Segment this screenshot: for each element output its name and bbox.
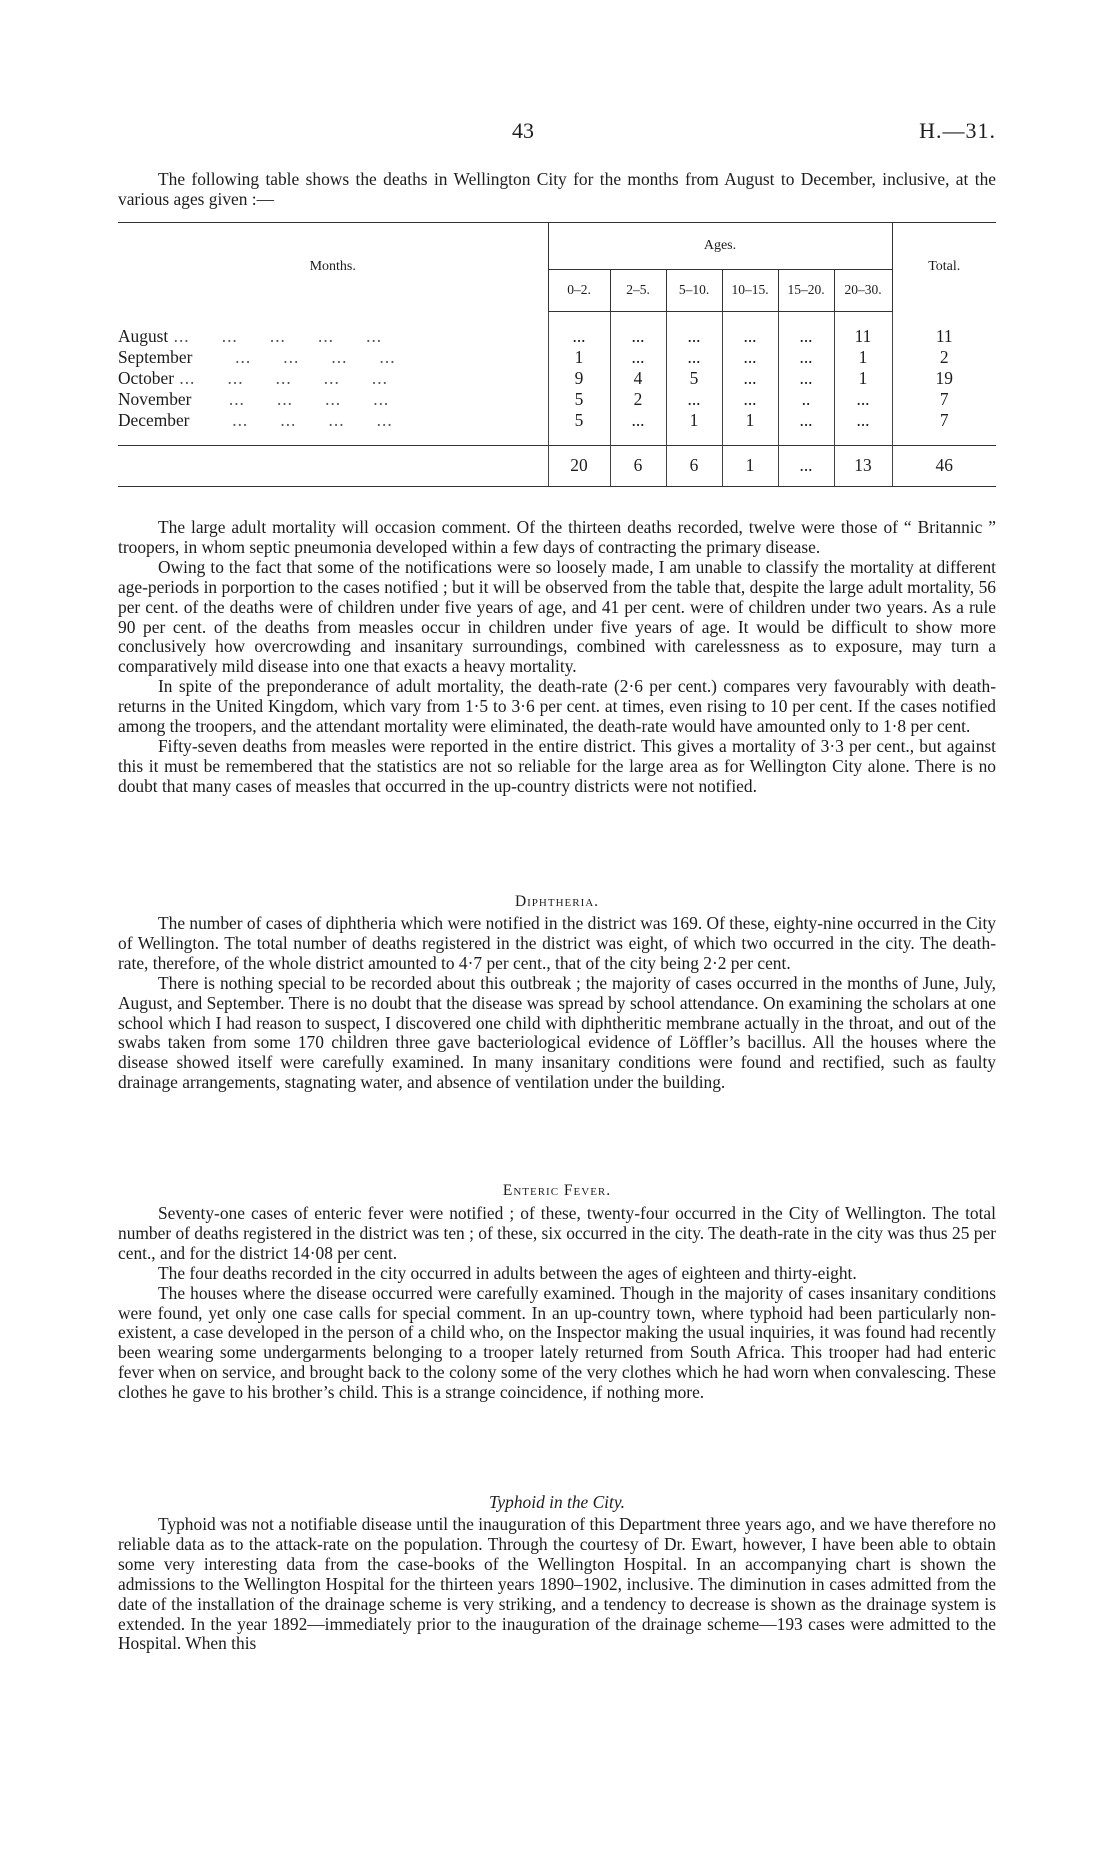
column-total: ... bbox=[778, 445, 834, 486]
table-cell: ... bbox=[666, 389, 722, 410]
series-reference: H.—31. bbox=[919, 118, 996, 143]
table-row: December ... ... ... ... 5 ... 1 1 ... ... 7 bbox=[118, 410, 996, 431]
paragraph: Seventy-one cases of enteric fever were notified ; of these, twenty-four occurred in the City of Wellington. The total number of deaths registered in the district was ten ; of these, six occurred in the city. The death-rate in the city was thus 25 per cent., and for the district 14·08 per cent. bbox=[118, 1203, 996, 1263]
totals-row bbox=[118, 445, 996, 486]
table-cell: 1 bbox=[548, 347, 610, 368]
table-cell: ... bbox=[610, 347, 666, 368]
table-cell: ... bbox=[666, 326, 722, 347]
table-cell: ... bbox=[722, 326, 778, 347]
month-label: December bbox=[118, 409, 190, 430]
table-cell: ... bbox=[778, 368, 834, 389]
age-group-header: 2–5. bbox=[610, 270, 666, 311]
paragraph: Typhoid was not a notifiable disease until the inauguration of this Department three years ago, and we have therefore no reliable data as to the attack-rate on the population. Through the courtesy of Dr. Ewart, however, I have been able to obtain some very interesting data from the case-books of the Wellington Hospital. In an accompanying chart is shown the admissions to the Wellington Hospital for the thirteen years 1890–1902, inclusive. The diminution in cases admitted from the date of the installation of the drainage scheme is very striking, and a tendency to decrease is shown as the drainage system is extended. In the year 1892—immediately prior to the inauguration of the drainage scheme—193 cases were admitted to the Hospital. When this bbox=[118, 1514, 996, 1654]
deaths-table-wrapper bbox=[118, 222, 996, 487]
page-header bbox=[0, 118, 1114, 148]
section-heading-diphtheria: Diphtheria. bbox=[514, 893, 600, 910]
table-cell: 5 bbox=[548, 389, 610, 410]
table-cell: 2 bbox=[610, 389, 666, 410]
month-label: November bbox=[118, 388, 192, 409]
paragraph: The large adult mortality will occasion comment. Of the thirteen deaths recorded, twelve were those of “ Britannic ” troopers, in whom septic pneumonia developed within a few days of contracting the primary disease. bbox=[118, 517, 996, 557]
age-group-header: 15–20. bbox=[778, 270, 834, 311]
typhoid-section bbox=[118, 1515, 996, 1654]
table-cell: 1 bbox=[834, 368, 892, 389]
column-total: 20 bbox=[548, 445, 610, 486]
row-total: 19 bbox=[892, 368, 996, 389]
grand-total: 46 bbox=[892, 445, 996, 486]
table-intro bbox=[118, 170, 996, 210]
age-group-header: 20–30. bbox=[834, 270, 892, 311]
table-cell: 1 bbox=[722, 410, 778, 431]
table-cell: 1 bbox=[834, 347, 892, 368]
table-cell: ... bbox=[778, 410, 834, 431]
diphtheria-section bbox=[118, 914, 996, 1093]
table-cell: ... bbox=[548, 326, 610, 347]
row-total: 7 bbox=[892, 389, 996, 410]
age-group-header: 0–2. bbox=[548, 270, 610, 311]
section-heading-enteric-fever: Enteric Fever. bbox=[502, 1182, 612, 1199]
table-cell: 1 bbox=[666, 410, 722, 431]
column-total: 6 bbox=[610, 445, 666, 486]
table-cell: ... bbox=[610, 410, 666, 431]
table-cell: 11 bbox=[834, 326, 892, 347]
table-cell: ... bbox=[666, 347, 722, 368]
row-total: 7 bbox=[892, 410, 996, 431]
table-row: September ... ... ... ... 1 ... ... ... ... 1 2 bbox=[118, 347, 996, 368]
column-total: 6 bbox=[666, 445, 722, 486]
intro-paragraph: The following table shows the deaths in Wellington City for the months from August to December, inclusive, at the various ages given :— bbox=[118, 169, 996, 209]
age-group-header: 10–15. bbox=[722, 270, 778, 311]
table-cell: ... bbox=[834, 410, 892, 431]
page-number: 43 bbox=[512, 118, 534, 143]
paragraph: The houses where the disease occurred were carefully examined. Though in the majority of cases insanitary conditions were found, yet only one case calls for special comment. In an up-country town, where typhoid had been particularly non-existent, a case developed in the person of a child who, on the Inspector making the usual inquiries, it was found had recently been wearing some undergarments belonging to a trooper lately returned from South Africa. This trooper had had enteric fever when on service, and brought back to the colony some of the very clothes which he had worn when convalescing. These clothes he gave to his brother’s child. This is a strange coincidence, if nothing more. bbox=[118, 1282, 996, 1403]
paragraph: There is nothing special to be recorded about this outbreak ; the majority of cases occurred in the months of June, July, August, and September. There is no doubt that the disease was spread by school attendance. On examining the scholars at one school which I had reason to suspect, I discovered one child with diphtheritic membrane actually in the throat, and out of the swabs taken from some 170 children three gave bacteriological evidence of Löffler’s bacillus. All the houses where the disease showed itself were carefully examined. In many insanitary conditions were found and rectified, such as faulty drainage arrangements, stagnating water, and absence of ventilation under the building. bbox=[118, 972, 996, 1093]
table-cell: ... bbox=[610, 326, 666, 347]
table-row: November ... ... ... ... 5 2 ... ... .. ... 7 bbox=[118, 389, 996, 410]
deaths-table bbox=[118, 222, 996, 487]
month-label: August bbox=[118, 325, 169, 346]
month-label: October bbox=[118, 367, 175, 388]
table-cell: ... bbox=[834, 389, 892, 410]
paragraph: In spite of the preponderance of adult mortality, the death-rate (2·6 per cent.) compares very favourably with death-returns in the United Kingdom, which vary from 1·5 to 3·6 per cent. at times, even rising to 10 per cent. If the cases notified among the troopers, and the attendant mortality were eliminated, the death-rate would have amounted only to 1·8 per cent. bbox=[118, 676, 996, 737]
table-cell: .. bbox=[778, 389, 834, 410]
month-label: September bbox=[118, 346, 193, 367]
enteric-fever-section bbox=[118, 1204, 996, 1403]
table-cell: ... bbox=[778, 326, 834, 347]
paragraph: The number of cases of diphtheria which were notified in the district was 169. Of these, eighty-nine occurred in the City of Wellington. The total number of deaths registered in the district was eight, of which two occurred in the city. The death-rate, therefore, of the whole district amounted to 4·7 per cent., that of the city being 2·2 per cent. bbox=[118, 913, 996, 973]
row-total: 2 bbox=[892, 347, 996, 368]
section-heading-typhoid-in-city: Typhoid in the City. bbox=[489, 1492, 625, 1512]
months-header: Months. bbox=[309, 259, 356, 274]
total-header: Total. bbox=[892, 223, 996, 312]
table-cell: ... bbox=[722, 368, 778, 389]
table-cell: ... bbox=[722, 389, 778, 410]
row-total: 11 bbox=[892, 326, 996, 347]
table-cell: 9 bbox=[548, 368, 610, 389]
table-cell: 4 bbox=[610, 368, 666, 389]
ages-header: Ages. bbox=[548, 223, 892, 270]
paragraph: Fifty-seven deaths from measles were reported in the entire district. This gives a mortality of 3·3 per cent., but against this it must be remembered that the statistics are not so reliable for the large area as for Wellington City alone. There is no doubt that many cases of measles that occurred in the up-country districts were not notified. bbox=[118, 735, 996, 796]
table-cell: ... bbox=[722, 347, 778, 368]
paragraph: The four deaths recorded in the city occurred in adults between the ages of eighteen and thirty-eight. bbox=[158, 1262, 857, 1283]
table-row: October ... ... ... ... ... 9 4 5 ... ... 1 19 bbox=[118, 368, 996, 389]
column-total: 1 bbox=[722, 445, 778, 486]
table-cell: 5 bbox=[548, 410, 610, 431]
measles-commentary bbox=[118, 518, 996, 797]
table-row: August ... ... ... ... ... ... ... ... ... ... 11 11 bbox=[118, 326, 996, 347]
age-group-header: 5–10. bbox=[666, 270, 722, 311]
paragraph: Owing to the fact that some of the notifications were so loosely made, I am unable to classify the mortality at different age-periods in porportion to the cases notified ; but it will be observed from the table that, despite the large adult mortality, 56 per cent. of the deaths were of children under five years of age, and 41 per cent. were of children under two years. As a rule 90 per cent. of the deaths from measles occur in children under five years of age. It would be difficult to show more conclusively how overcrowding and insanitary surroundings, combined with carelessness as to exposure, may turn a comparatively mild disease into one that exacts a heavy mortality. bbox=[118, 556, 996, 677]
table-cell: 5 bbox=[666, 368, 722, 389]
column-total: 13 bbox=[834, 445, 892, 486]
table-cell: ... bbox=[778, 347, 834, 368]
